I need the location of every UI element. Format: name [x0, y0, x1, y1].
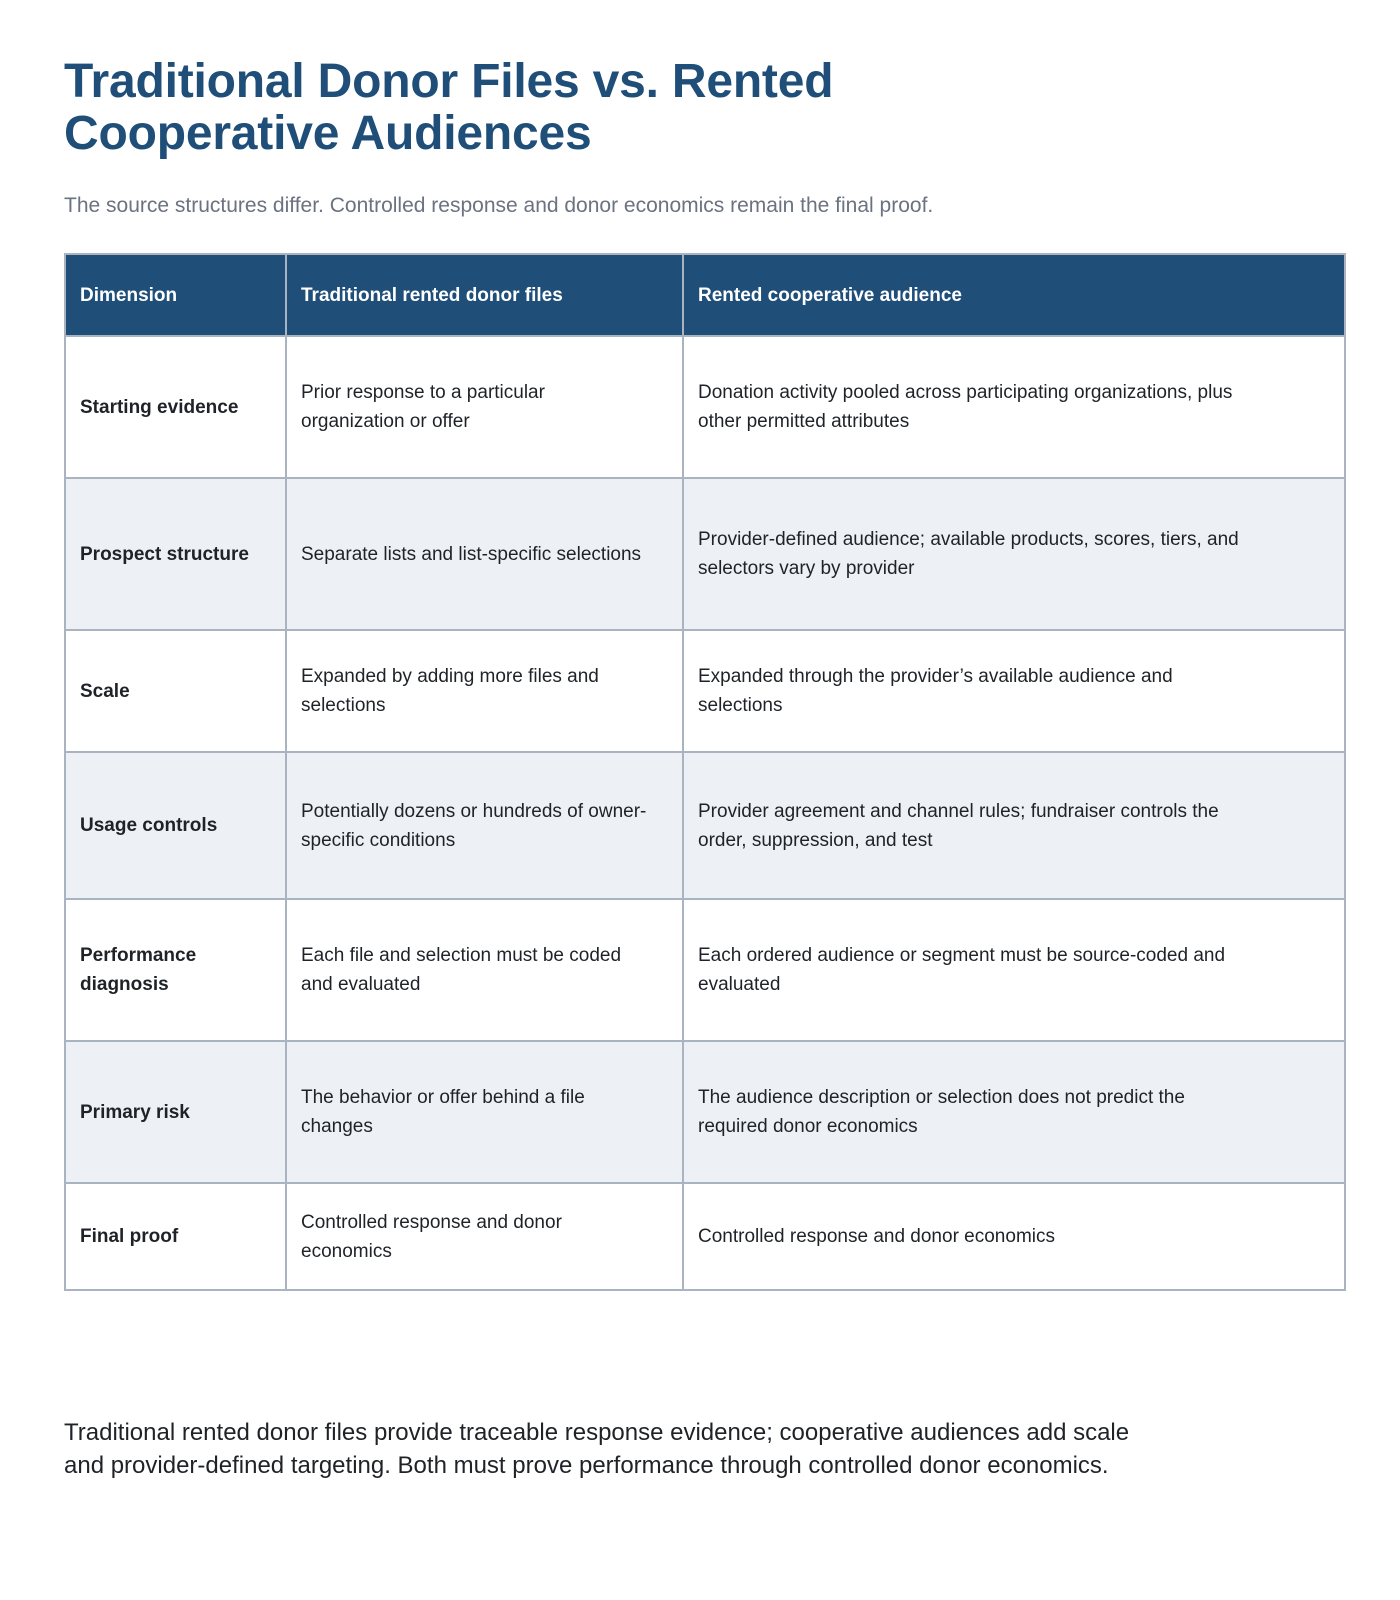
row-traditional-text: Expanded by adding more files and selections — [301, 666, 599, 716]
row-cooperative-text: The audience description or selection does not predict the required donor economics — [698, 1087, 1185, 1137]
header-row — [65, 254, 1345, 336]
row-traditional-cell — [286, 1183, 683, 1290]
row-cooperative-text: Provider-defined audience; available products, scores, tiers, and selectors vary by provider — [698, 529, 1239, 579]
row-cooperative-cell — [683, 336, 1345, 478]
row-cooperative-text: Controlled response and donor economics — [698, 1226, 1055, 1247]
row-traditional-text: Prior response to a particular organization or offer — [301, 382, 545, 432]
row-traditional-cell — [286, 1041, 683, 1183]
row-dimension-cell — [65, 899, 286, 1041]
table-row — [65, 752, 1345, 899]
row-traditional-cell — [286, 752, 683, 899]
row-dimension-label: Scale — [80, 680, 130, 702]
row-cooperative-text: Donation activity pooled across participating organizations, plus other permitted attributes — [698, 382, 1233, 432]
row-cooperative-cell — [683, 1183, 1345, 1290]
table-row — [65, 1041, 1345, 1183]
row-traditional-cell — [286, 478, 683, 630]
table-body — [65, 336, 1345, 1290]
row-traditional-cell — [286, 630, 683, 752]
table-row — [65, 336, 1345, 478]
row-dimension-cell — [65, 478, 286, 630]
row-dimension-cell — [65, 1183, 286, 1290]
row-traditional-text: The behavior or offer behind a file changes — [301, 1087, 585, 1137]
summary-paragraph: Traditional rented donor files provide traceable response evidence; cooperative audiences add scale and provider-defined targeting. Both must prove performance through controlled donor economics. — [64, 1419, 1130, 1479]
row-cooperative-text: Expanded through the provider’s available audience and selections — [698, 666, 1173, 716]
table-row — [65, 899, 1345, 1041]
page-title: Traditional Donor Files vs. Rented Cooperative Audiences — [64, 55, 834, 160]
row-traditional-cell — [286, 899, 683, 1041]
table-row — [65, 630, 1345, 752]
row-traditional-text: Separate lists and list-specific selections — [301, 543, 642, 565]
row-dimension-cell — [65, 630, 286, 752]
table-row — [65, 1183, 1345, 1290]
row-traditional-cell — [286, 336, 683, 478]
page-subtitle: The source structures differ. Controlled response and donor economics remain the final proof. — [64, 194, 934, 217]
row-dimension-cell — [65, 752, 286, 899]
column-header-traditional: Traditional rented donor files — [286, 254, 683, 336]
row-dimension-label: Prospect structure — [80, 543, 249, 565]
row-dimension-label: Performance diagnosis — [80, 945, 197, 995]
row-traditional-text: Potentially dozens or hundreds of owner-specific conditions — [301, 800, 647, 851]
row-cooperative-cell — [683, 899, 1345, 1041]
comparison-table — [64, 253, 1346, 1291]
row-cooperative-cell — [683, 630, 1345, 752]
row-traditional-text: Controlled response and donor economics — [301, 1211, 562, 1262]
row-cooperative-text: Each ordered audience or segment must be source-coded and evaluated — [698, 945, 1226, 995]
column-header-cooperative: Rented cooperative audience — [683, 254, 1345, 336]
column-header-dimension: Dimension — [65, 254, 286, 336]
row-traditional-text: Each file and selection must be coded and evaluated — [301, 945, 622, 995]
row-dimension-cell — [65, 336, 286, 478]
row-cooperative-cell — [683, 752, 1345, 899]
table-row — [65, 478, 1345, 630]
row-dimension-label: Usage controls — [80, 815, 218, 836]
row-dimension-label: Starting evidence — [80, 396, 239, 418]
row-dimension-cell — [65, 1041, 286, 1183]
row-dimension-label: Primary risk — [80, 1101, 190, 1123]
row-cooperative-text: Provider agreement and channel rules; fundraiser controls the order, suppression, and test — [698, 800, 1219, 851]
row-cooperative-cell — [683, 1041, 1345, 1183]
row-cooperative-cell — [683, 478, 1345, 630]
row-dimension-label: Final proof — [80, 1226, 179, 1247]
table-header — [65, 254, 1345, 336]
